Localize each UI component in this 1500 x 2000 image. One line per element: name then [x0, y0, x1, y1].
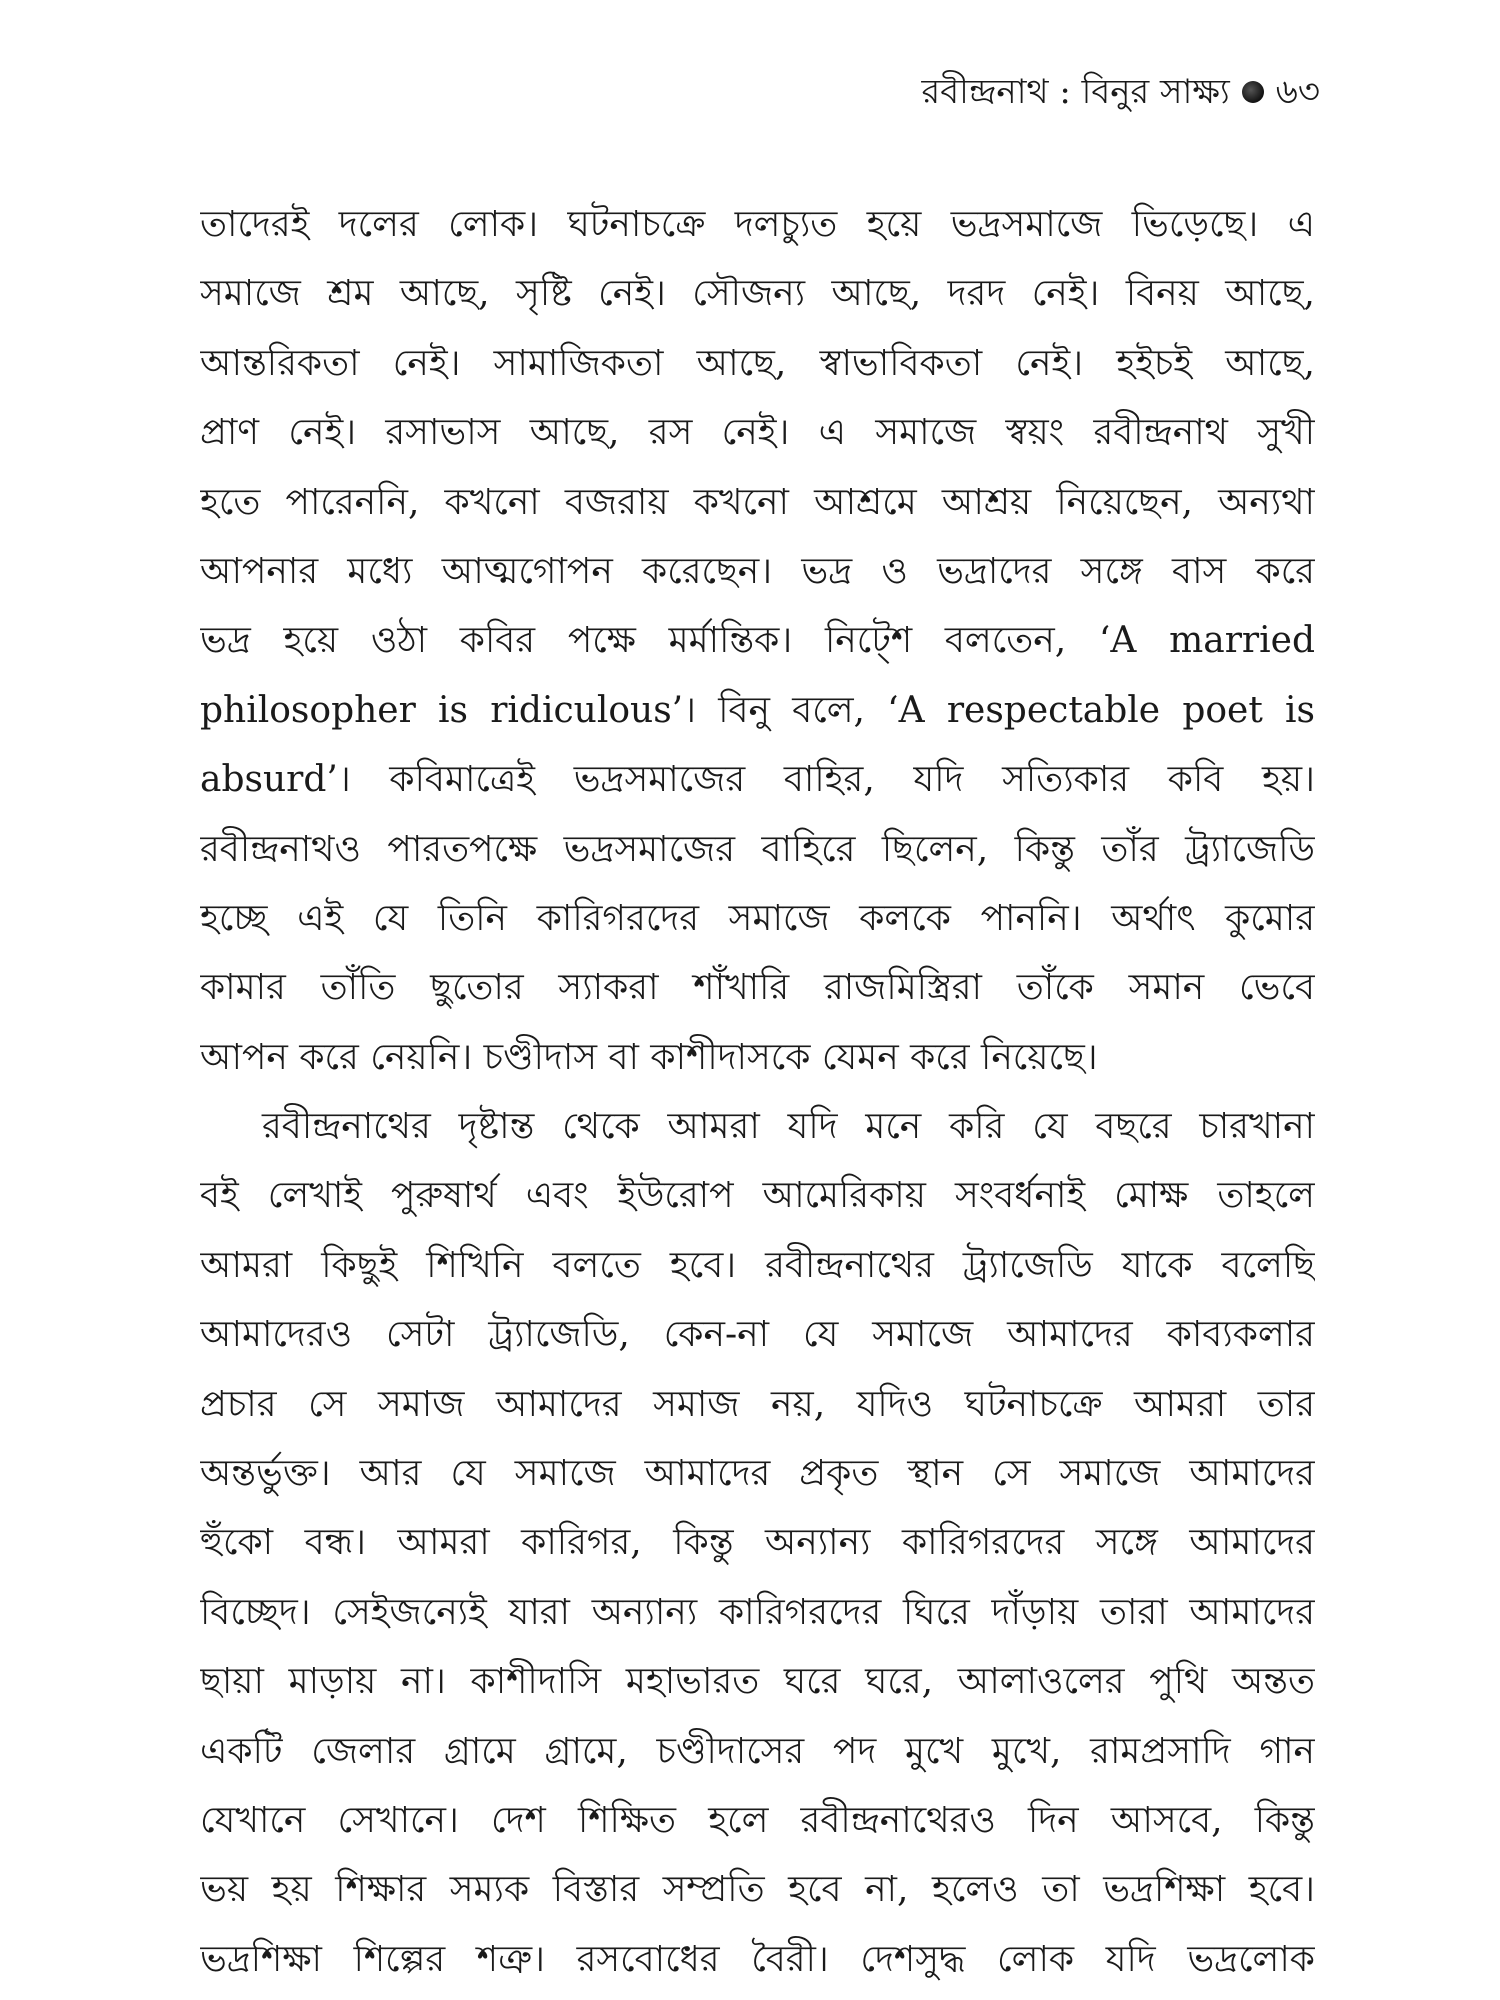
text-line: সমাজে শ্রম আছে, সৃষ্টি নেই। সৌজন্য আছে, দরদ নেই। বিনয় আছে, [200, 273, 1315, 315]
text-line: হুঁকো বন্ধ। আমরা কারিগর, কিন্তু অন্যান্য কারিগরদের সঙ্গে আমাদের [200, 1522, 1315, 1564]
text-line: philosopher is ridiculous’। বিনু বলে, ‘A respectable poet is [200, 689, 1315, 731]
text-line: অন্তর্ভুক্ত। আর যে সমাজে আমাদের প্রকৃত স্থান সে সমাজে আমাদের [200, 1453, 1315, 1495]
text-line: ভয় হয় শিক্ষার সম্যক বিস্তার সম্প্রতি হবে না, হলেও তা ভদ্রশিক্ষা হবে। [200, 1869, 1315, 1911]
body-text [200, 190, 1315, 1994]
paragraph-2 [200, 1092, 1315, 1994]
text-line: ভদ্রশিক্ষা শিল্পের শত্রু। রসবোধের বৈরী। দেশসুদ্ধ লোক যদি ভদ্রলোক [200, 1938, 1315, 1980]
text-line: আপনার মধ্যে আত্মগোপন করেছেন। ভদ্র ও ভদ্রাদের সঙ্গে বাস করে [200, 550, 1315, 592]
text-line: প্রচার সে সমাজ আমাদের সমাজ নয়, যদিও ঘটনাচক্রে আমরা তার [200, 1383, 1315, 1425]
text-line: আপন করে নেয়নি। চণ্ডীদাস বা কাশীদাসকে যেমন করে নিয়েছে। [200, 1036, 1098, 1078]
text-line: প্রাণ নেই। রসাভাস আছে, রস নেই। এ সমাজে স্বয়ং রবীন্দ্রনাথ সুখী [200, 412, 1315, 454]
paragraph-1 [200, 190, 1315, 1092]
text-line: যেখানে সেখানে। দেশ শিক্ষিত হলে রবীন্দ্রনাথেরও দিন আসবে, কিন্তু [200, 1799, 1315, 1841]
text-line: absurd’। কবিমাত্রেই ভদ্রসমাজের বাহির, যদি সত্যিকার কবি হয়। [200, 759, 1315, 801]
text-line: একটি জেলার গ্রামে গ্রামে, চণ্ডীদাসের পদ মুখে মুখে, রামপ্রসাদি গান [200, 1730, 1315, 1772]
text-line: আমরা কিছুই শিখিনি বলতে হবে। রবীন্দ্রনাথের ট্র্যাজেডি যাকে বলেছি [200, 1244, 1315, 1286]
text-line: ভদ্র হয়ে ওঠা কবির পক্ষে মর্মান্তিক। নিট্শে বলতেন, ‘A married [200, 620, 1315, 662]
text-line: বই লেখাই পুরুষার্থ এবং ইউরোপ আমেরিকায় সংবর্ধনাই মোক্ষ তাহলে [200, 1175, 1315, 1217]
text-line: বিচ্ছেদ। সেইজন্যেই যারা অন্যান্য কারিগরদের ঘিরে দাঁড়ায় তারা আমাদের [200, 1591, 1315, 1633]
text-line: রবীন্দ্রনাথও পারতপক্ষে ভদ্রসমাজের বাহিরে ছিলেন, কিন্তু তাঁর ট্র্যাজেডি [200, 828, 1315, 870]
text-line: আমাদেরও সেটা ট্র্যাজেডি, কেন-না যে সমাজে আমাদের কাব্যকলার [200, 1314, 1315, 1356]
running-title: রবীন্দ্রনাথ : বিনুর সাক্ষ্য [921, 72, 1230, 112]
running-header [922, 72, 1321, 112]
text-line: আন্তরিকতা নেই। সামাজিকতা আছে, স্বাভাবিকতা নেই। হইচই আছে, [200, 342, 1315, 384]
text-line: হতে পারেননি, কখনো বজরায় কখনো আশ্রমে আশ্রয় নিয়েছেন, অন্যথা [200, 481, 1315, 523]
text-line: হচ্ছে এই যে তিনি কারিগরদের সমাজে কলকে পাননি। অর্থাৎ কুমোর [200, 897, 1315, 939]
text-line: তাদেরই দলের লোক। ঘটনাচক্রে দলচ্যুত হয়ে ভদ্রসমাজে ভিড়েছে। এ [200, 204, 1315, 245]
bullet-ornament-icon [1242, 81, 1264, 103]
text-line: রবীন্দ্রনাথের দৃষ্টান্ত থেকে আমরা যদি মনে করি যে বছরে চারখানা [262, 1106, 1315, 1148]
text-line: ছায়া মাড়ায় না। কাশীদাসি মহাভারত ঘরে ঘরে, আলাওলের পুথি অন্তত [200, 1661, 1315, 1703]
text-line: কামার তাঁতি ছুতোর স্যাকরা শাঁখারি রাজমিস্ত্রিরা তাঁকে সমান ভেবে [200, 967, 1315, 1009]
page-number: ৬৩ [1275, 72, 1320, 112]
